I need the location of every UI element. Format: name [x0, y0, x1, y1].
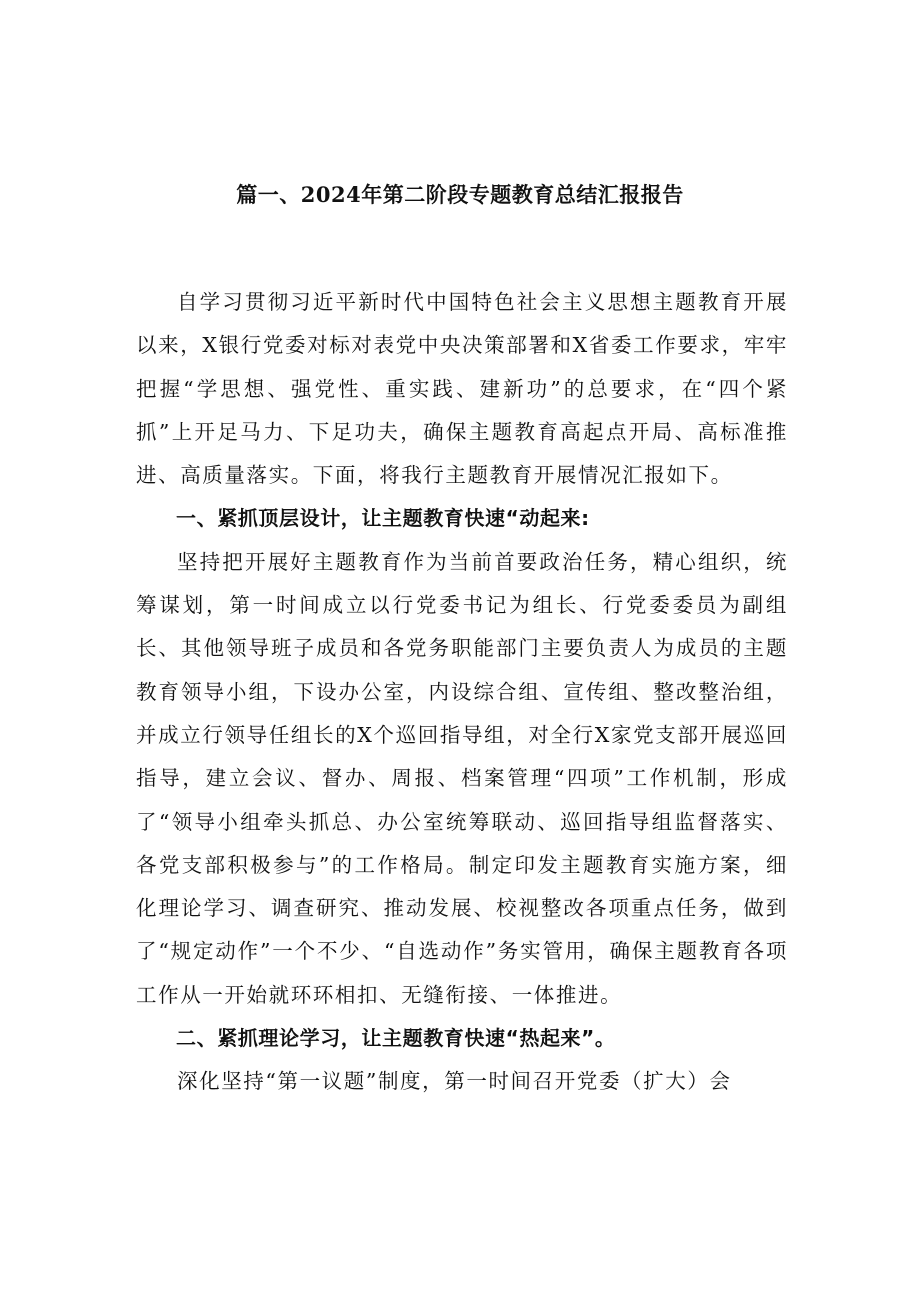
section-2-paragraph: 深化坚持“第一议题”制度，第一时间召开党委（扩大）会: [177, 1069, 732, 1094]
document-body: [136, 281, 788, 1104]
document-title: 篇一、2024年第二阶段专题教育总结汇报报告: [236, 182, 684, 207]
intro-paragraph: 自学习贯彻习近平新时代中国特色社会主义思想主题教育开展以来，X银行党委对标对表党中央决策部署和X省委工作要求，牢牢把握“学思想、强党性、重实践、建新功”的总要求，在“四个紧抓”上开足马力、下足功夫，确保主题教育高起点开局、高标准推进、高质量落实。下面，将我行主题教育开展情况汇报如下。: [136, 290, 788, 488]
section-1-paragraph: 坚持把开展好主题教育作为当前首要政治任务，精心组织，统筹谋划，第一时间成立以行党委书记为组长、行党委委员为副组长、其他领导班子成员和各党务职能部门主要负责人为成员的主题教育领导小组，下设办公室，内设综合组、宣传组、整改整治组，并成立行领导任组长的X个巡回指导组，对全行X家党支部开展巡回指导，建立会议、督办、周报、档案管理“四项”工作机制，形成了“领导小组牵头抓总、办公室统筹联动、巡回指导组监督落实、各党支部积极参与”的工作格局。制定印发主题教育实施方案，细化理论学习、调查研究、推动发展、校视整改各项重点任务，做到了“规定动作”一个不少、“自选动作”务实管用，确保主题教育各项工作从一开始就环环相扣、无缝衔接、一体推进。: [136, 549, 788, 1007]
section-2-heading: 二、紧抓理论学习，让主题教育快速“热起来”。: [176, 1026, 616, 1051]
section-1-heading: 一、紧抓顶层设计，让主题教育快速“动起来:: [176, 506, 590, 531]
